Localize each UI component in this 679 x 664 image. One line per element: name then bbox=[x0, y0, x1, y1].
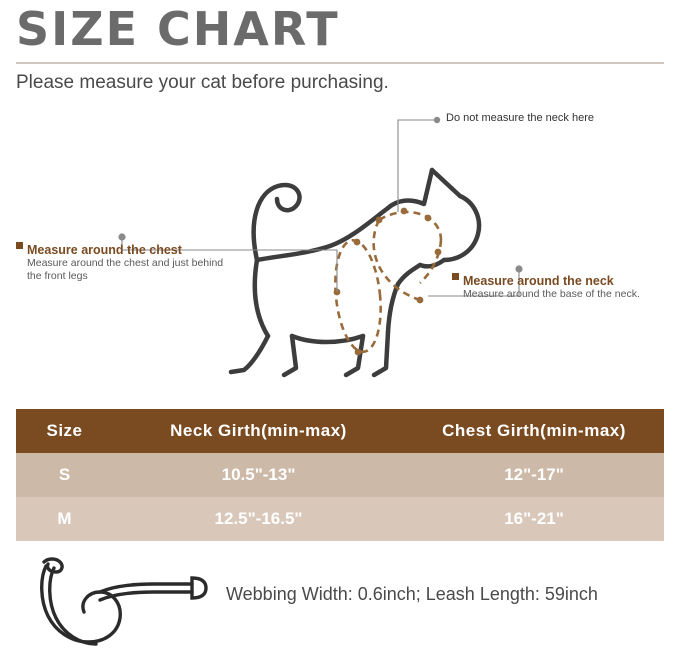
callout-neck-top bbox=[446, 112, 594, 124]
size-table-body bbox=[16, 453, 664, 541]
callout-neck-heading: Measure around the neck bbox=[463, 274, 614, 288]
cell-neck-s: 10.5"-13" bbox=[113, 453, 404, 497]
cell-size-m: M bbox=[16, 497, 113, 541]
callout-chest bbox=[27, 243, 227, 283]
page-subtitle: Please measure your cat before purchasing. bbox=[16, 72, 389, 93]
callout-neck-subtext: Measure around the base of the neck. bbox=[463, 288, 640, 300]
title-divider bbox=[16, 62, 664, 64]
leash-coil-icon bbox=[14, 548, 234, 664]
size-table-head bbox=[16, 409, 664, 453]
table-row bbox=[16, 453, 664, 497]
footer-note: Webbing Width: 0.6inch; Leash Length: 59inch bbox=[226, 584, 598, 604]
header-size: Size bbox=[16, 409, 113, 453]
callout-chest-heading: Measure around the chest bbox=[27, 243, 182, 257]
footer-section bbox=[0, 548, 679, 664]
callout-neck-top-heading: Do not measure the neck here bbox=[446, 112, 594, 124]
cell-chest-m: 16"-21" bbox=[404, 497, 664, 541]
callout-neck bbox=[463, 274, 663, 301]
size-table bbox=[16, 409, 664, 541]
header-chest-girth: Chest Girth(min-max) bbox=[404, 409, 664, 453]
table-header-row bbox=[16, 409, 664, 453]
header-neck-girth: Neck Girth(min-max) bbox=[113, 409, 404, 453]
cell-size-s: S bbox=[16, 453, 113, 497]
table-row bbox=[16, 497, 664, 541]
cell-chest-s: 12"-17" bbox=[404, 453, 664, 497]
page-title: SIZE CHART bbox=[16, 2, 340, 56]
cell-neck-m: 12.5"-16.5" bbox=[113, 497, 404, 541]
callout-chest-subtext: Measure around the chest and just behind the front legs bbox=[27, 257, 224, 283]
cat-measurement-diagram bbox=[0, 100, 679, 390]
